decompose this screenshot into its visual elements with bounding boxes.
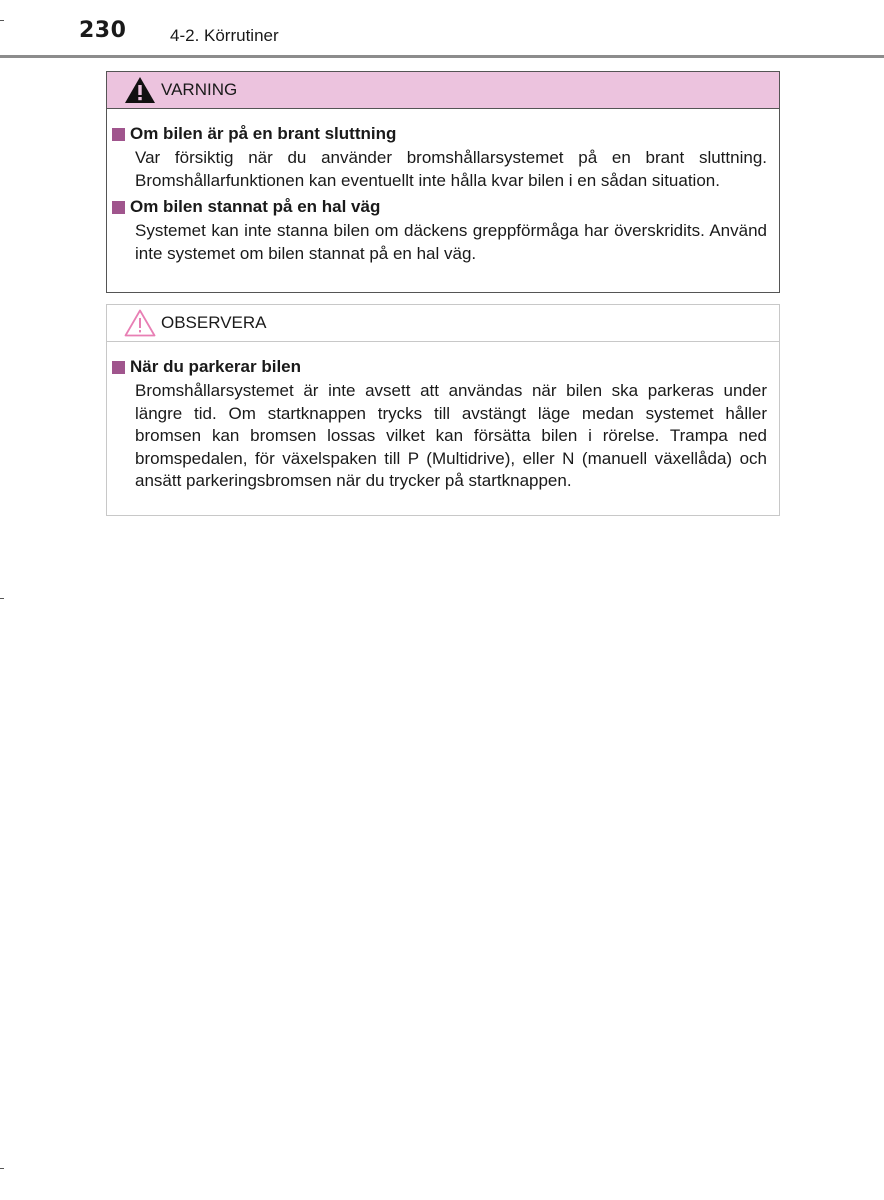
- section-title: 4-2. Körrutiner: [170, 26, 279, 45]
- header-rule: [0, 55, 884, 58]
- warning-box: [106, 71, 780, 293]
- crop-mark: [0, 1168, 4, 1169]
- warning-item-heading-text: Om bilen stannat på en hal väg: [130, 197, 381, 216]
- crop-mark: [0, 598, 4, 599]
- warning-item-text: Var försiktig när du använder bromshållarsystemet på en brant sluttning. Bromshållarfunktionen kan eventuellt inte hålla kvar bilen i en sådan situation.: [135, 148, 767, 190]
- caution-item-text: Bromshållarsystemet är inte avsett att användas när bilen ska parkeras under längre tid. Om startknappen trycks till avstängt läge medan systemet håller bromsen kan bromsen lossas vilket kan försätta bilen i rörelse. Trampa ned bromspedalen, för växelspaken till P (Multidrive), eller N (manuell växellåda) och ansätt parkeringsbromsen när du trycker på startknappen.: [135, 381, 767, 490]
- page-number: 230: [79, 18, 127, 43]
- square-bullet-icon: [112, 128, 125, 141]
- warning-label: VARNING: [161, 80, 238, 99]
- warning-header: [107, 72, 779, 109]
- crop-mark: [0, 20, 4, 21]
- square-bullet-icon: [112, 201, 125, 214]
- caution-box: [106, 304, 780, 516]
- warning-item-heading-text: Om bilen är på en brant sluttning: [130, 124, 397, 143]
- caution-body: [107, 342, 779, 493]
- caution-triangle-outline-icon: [123, 308, 157, 338]
- caution-header: [107, 305, 779, 342]
- warning-item-heading: [112, 123, 767, 145]
- warning-triangle-icon: [123, 75, 157, 105]
- square-bullet-icon: [112, 361, 125, 374]
- warning-item-text: Systemet kan inte stanna bilen om däckens greppförmåga har överskridits. Använd inte systemet om bilen stannat på en hal väg.: [135, 221, 767, 263]
- warning-item-heading: [112, 196, 767, 218]
- caution-item-heading-text: När du parkerar bilen: [130, 357, 302, 376]
- warning-body: [107, 109, 779, 265]
- caution-item-heading: [112, 356, 767, 378]
- caution-label: OBSERVERA: [161, 313, 267, 332]
